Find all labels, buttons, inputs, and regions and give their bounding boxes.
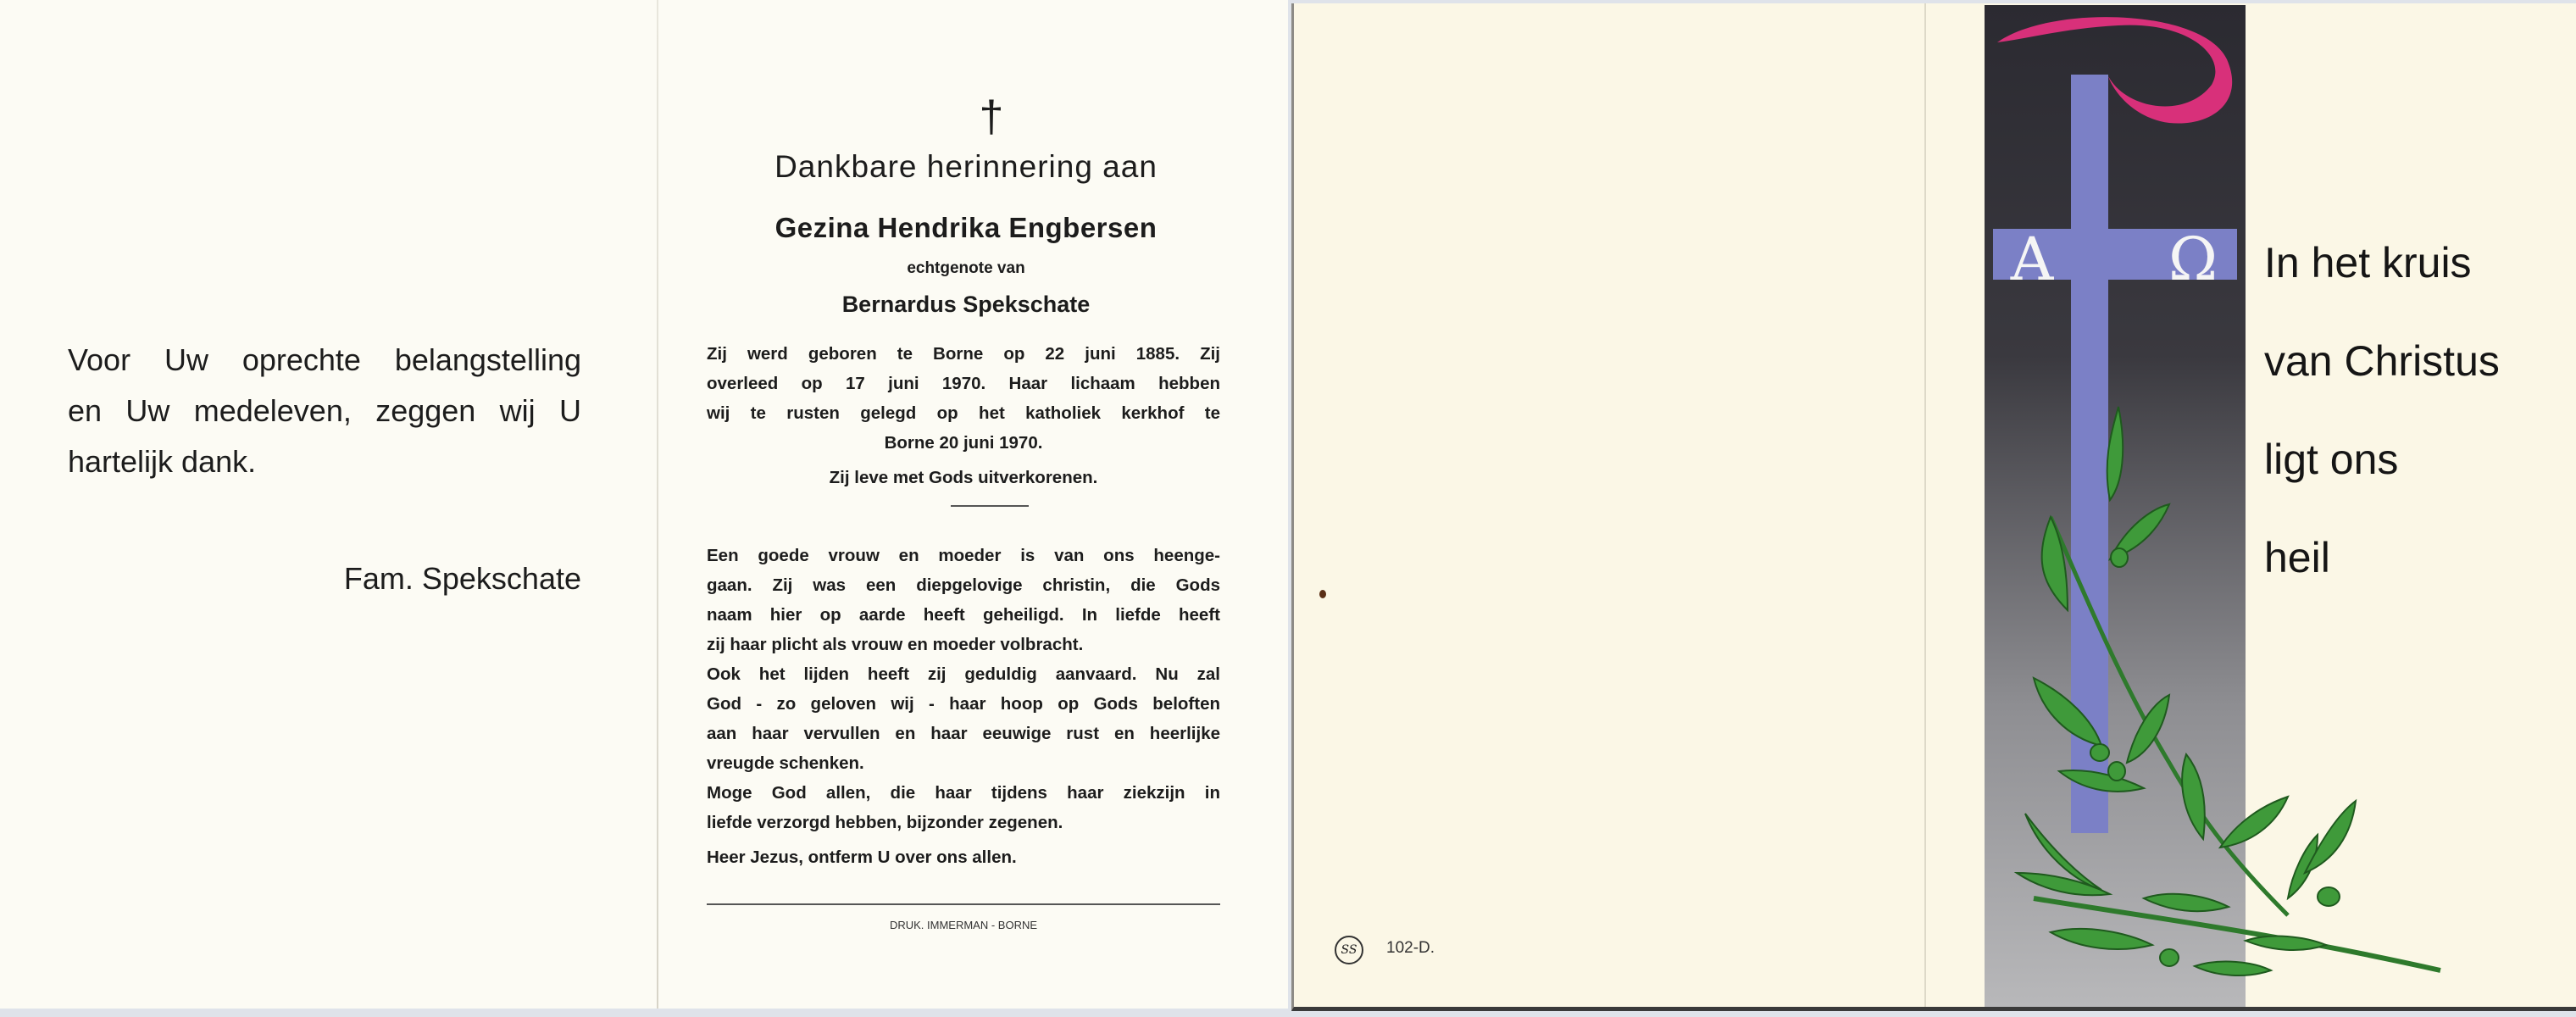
bio-line: overleed op 17 juni 1970. Haar lichaam hebben [707,374,1220,393]
tribute-line: Een goede vrouw en moeder is van ons heenge- [707,546,1220,565]
relation-label: echtgenote van [907,259,1025,277]
blessing: Zij leve met Gods uitverkorenen. [829,468,1098,487]
bio-line: Zij werd geboren te Borne op 22 juni 1885. Zij [707,344,1220,364]
bio-line: wij te rusten gelegd op het katholiek kerkhof te [707,403,1220,423]
tribute-line: naam hier op aarde heeft geheiligd. In liefde heeft [707,605,1220,625]
tribute-line: Heer Jezus, ontferm U over ons allen. [707,848,1017,867]
omega-icon: Ω [2168,225,2218,294]
verse-line: van Christus [2264,337,2500,385]
thanks-line: Voor Uw oprechte belangstelling [68,342,581,377]
tribute-line: liefde verzorgd hebben, bijzonder zegenen. [707,813,1063,832]
family-signature: Fam. Spekschate [343,561,581,596]
verse-line: heil [2264,534,2330,581]
tribute-line: vreugde schenken. [707,753,864,773]
thanks-line: en Uw medeleven, zeggen wij U [68,393,581,428]
tribute-line: Ook het lijden heeft zij geduldig aanvaard. Nu zal [707,664,1220,684]
spouse-name: Bernardus Spekschate [841,292,1091,317]
publisher-logo-icon: SS [1335,936,1363,964]
dark-strip [1985,5,2246,1007]
verse-line: ligt ons [2264,436,2399,483]
tribute-line: aan haar vervullen en haar eeuwige rust en heerlijke [707,724,1220,743]
cover-verse [2264,214,2500,607]
printer-credit: DRUK. IMMERMAN - BORNE [889,919,1038,931]
card-code: 102-D. [1386,939,1435,957]
verse-line: In het kruis [2264,239,2472,286]
tribute-line: God - zo geloven wij - haar hoop op Gods beloften [707,694,1220,714]
tribute-line: gaan. Zij was een diepgelovige christin, die Gods [707,575,1220,595]
tribute-line: zij haar plicht als vrouw en moeder volbracht. [707,635,1084,654]
thanks-line: hartelijk dank. [68,444,257,479]
tribute-line: Moge God allen, die haar tijdens haar ziekzijn in [707,783,1220,803]
deceased-name: Gezina Hendrika Engbersen [774,212,1158,243]
bio-line: Borne 20 juni 1970. [884,433,1043,453]
cross-icon: † [979,92,1004,142]
memorial-heading: Dankbare herinnering aan [774,149,1158,184]
alpha-icon: Α [2010,225,2054,294]
